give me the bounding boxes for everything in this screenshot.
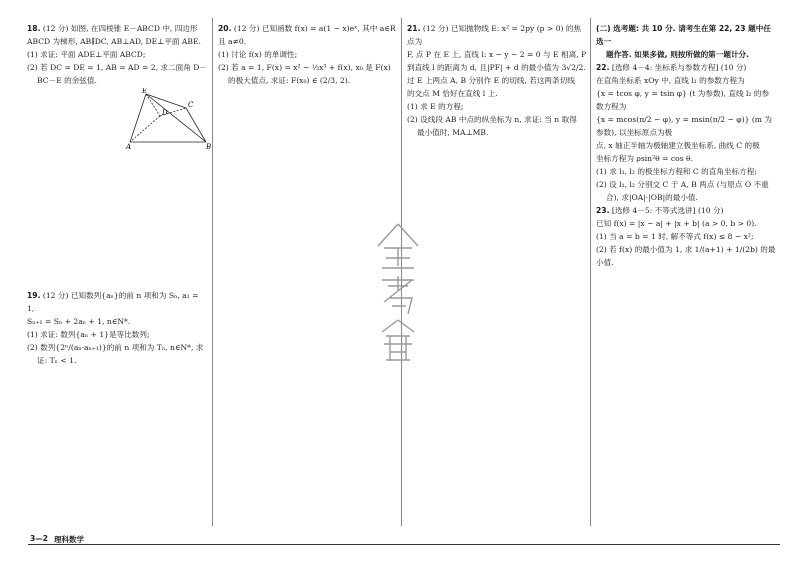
question-number: 18. [27,24,41,33]
question-text: 已知 f(x) = |x − a| + |x + b| (a > 0, b > 0). [596,219,757,228]
question-text: 点, x 轴正半轴为极轴建立极坐标系, 曲线 C 的极 [596,141,760,150]
question-part: (2) 若 DC = DE = 1, AB = AD = 2, 求二面角 D－ [27,63,207,72]
question-text: 过 E 上两点 A, B 分别作 E 的切线, 若这两条切线 [407,76,575,85]
page-number: 3—2 [30,534,48,543]
question-number: 23. [596,206,610,215]
elective-section [596,22,776,269]
question-text: {x = tcos φ, y = tsin φ} (t 为参数), 直线 l₂ 的参数方程为 [596,89,770,111]
question-part: (2) 设 l₁, l₂ 分别交 C 于 A, B 两点 (与原点 O 不重 [596,180,769,189]
question-part: (1) 求 l₁, l₂ 的极坐标方程和 C 的直角坐标方程; [596,167,757,176]
question-text: (12 分) 已知抛物线 E: x² = 2py (p > 0) 的焦点为 [407,24,582,46]
footer-rule [28,544,780,545]
question-text: 到直线 l 的距离为 d, 且|PF| + d 的最小值为 3√2/2. [407,63,586,72]
question-number: 20. [218,24,232,33]
question-text: 且 a≠0. [218,37,247,46]
question-part: (1) 求证: 数列{aₙ + 1}是等比数列; [27,330,150,339]
question-text: 最小值时, MA⊥MB. [417,128,489,137]
question-part: (2) 数列{2ⁿ/(aₙ·aₙ₊₁)}的前 n 项和为 Tₙ, n∈N*, 求 [27,343,204,352]
question-text: BC－E 的余弦值. [37,76,97,85]
subject-label: 理科数学 [54,535,84,544]
question-part: (1) 讨论 f(x) 的单调性; [218,50,298,59]
section-header: (二) 选考题: 共 10 分. 请考生在第 22, 23 题中任选一 [596,24,771,46]
question-text: {x = mcos(π/2 − φ), y = msin(π/2 − φ)} (m 为参数), 以坐标原点为极 [596,115,772,137]
column-divider [590,18,591,526]
question-text: 在直角坐标系 xOy 中, 直线 l₁ 的参数方程为 [596,76,745,85]
question-part: (1) 求证: 平面 ADE⊥平面 ABCD; [27,50,146,59]
question-19 [27,289,207,367]
question-text: [选修 4－5: 不等式选讲] (10 分) [611,206,724,215]
question-text: F, 点 P 在 E 上, 直线 l: x − y − 2 = 0 与 E 相离, P [407,50,587,59]
question-text: [选修 4－4: 坐标系与参数方程] (10 分) [611,63,747,72]
vertex-label-a: A [126,143,132,150]
question-text: (12 分) 已知函数 f(x) = a(1 − x)eˣ, 其中 a∈R [233,24,396,33]
question-text: Sₙ₊₁ = Sₙ + 2aₙ + 1, n∈N*. [27,317,131,326]
vertex-label-e: E [142,88,148,95]
question-part: (2) 设线段 AB 中点的纵坐标为 n, 求证: 当 n 取得 [407,115,577,124]
question-part: (2) 若 a = 1, F(x) = x² − ⅓x³ + f(x), x₀ 是 F(x) [218,63,391,72]
question-text: 证: Tₙ < 1. [37,356,77,365]
question-part: (2) 若 f(x) 的最小值为 1, 求 1/(a+1) + 1/(2b) 的最小值. [596,245,776,267]
question-number: 19. [27,291,41,300]
vertex-label-c: C [188,101,194,109]
question-text: 的极大值点, 求证: F(x₀) ∈ (2/3, 2). [228,76,351,85]
question-part: (1) 当 a = b = 1 时, 解不等式 f(x) ≤ 8 − x²; [596,232,754,241]
question-text: 坐标方程为 ρsin²θ = cos θ. [596,154,693,163]
question-text: 合), 求|OA|·|OB|的最小值. [606,193,698,202]
question-text: (12 分) 已知数列{aₙ}的前 n 项和为 Sₙ, a₁ = 1, [27,291,199,313]
question-21 [407,22,587,139]
question-text: (12 分) 如图, 在四棱锥 E－ABCD 中, 四边形 [42,24,198,33]
pyramid-figure [120,88,218,150]
question-18 [27,22,207,87]
vertex-label-b: B [206,143,212,150]
question-number: 21. [407,24,421,33]
section-header: 题作答. 如果多做, 则按所做的第一题计分. [606,50,750,59]
question-part: (1) 求 E 的方程; [407,102,464,111]
vertex-label-d: D [162,109,168,117]
question-text: 的交点 M 恰好在直线 l 上. [407,89,498,98]
watermark-stamp [368,218,428,368]
question-number: 22. [596,63,610,72]
question-20 [218,22,398,87]
question-text: ABCD 为梯形, AB∥DC, AB⊥AD, DE⊥平面 ABE. [27,37,201,46]
